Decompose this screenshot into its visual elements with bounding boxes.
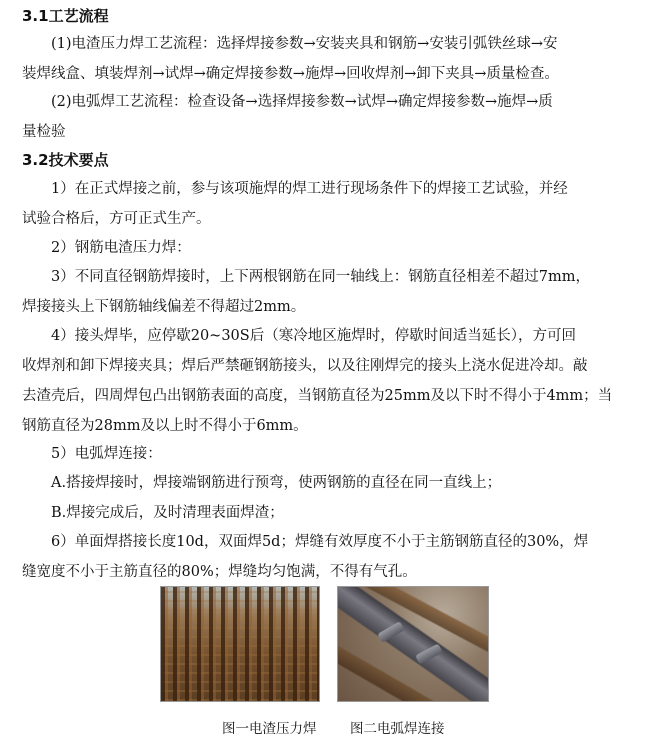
figure-caption-1: 图一电渣压力焊 [222,721,317,737]
paragraph-line: 试验合格后，方可正式生产。 [22,211,211,227]
paragraph-line: 量检验 [22,124,66,140]
paragraph-line: 5）电弧焊连接： [51,446,162,462]
paragraph-point-3 [22,262,642,322]
paragraph-line: 4）接头焊毕，应停歇20~30S后（寒冷地区施焊时，停歇时间适当延长），方可回 [51,328,576,344]
paragraph-line: (1)电渣压力焊工艺流程：选择焊接参数→安装夹具和钢筋→安装引弧铁丝球→安 [51,36,558,52]
paragraph-line: (2)电弧焊工艺流程：检查设备→选择焊接参数→试焊→确定焊接参数→施焊→质 [51,94,553,110]
electroslag-welding-photo [160,586,320,702]
paragraph-point-5a [22,468,642,498]
paragraph-point-2 [22,233,642,263]
paragraph-arc-process [22,87,642,147]
paragraph-electroslag-process [22,29,642,89]
weld-seam-shape [377,621,405,643]
arc-welding-photo [337,586,489,702]
paragraph-line: 2）钢筋电渣压力焊： [51,240,191,256]
paragraph-line: 装焊线盒、填装焊剂→试焊→确定焊接参数→施焊→回收焊剂→卸下夹具→质量检查。 [22,66,559,82]
weld-seam-shape [415,643,443,664]
paragraph-line: 缝宽度不小于主筋直径的80%；焊缝均匀饱满，不得有气孔。 [22,564,417,580]
paragraph-point-4 [22,321,642,441]
paragraph-point-5b [22,498,642,528]
paragraph-line: 3）不同直径钢筋焊接时，上下两根钢筋在同一轴线上：钢筋直径相差不超过7mm， [51,269,590,285]
paragraph-line: B.焊接完成后，及时清理表面焊渣； [51,505,284,521]
paragraph-line: 6）单面焊搭接长度10d，双面焊5d；焊缝有效厚度不小于主筋钢筋直径的30%，焊 [51,534,589,550]
paragraph-point-6 [22,527,642,587]
paragraph-point-5 [22,439,642,469]
paragraph-line: 钢筋直径为28mm及以上时不得小于6mm。 [22,418,308,434]
figure-caption-2: 图二电弧焊连接 [350,721,445,737]
paragraph-line: 1）在正式焊接之前，参与该项施焊的焊工进行现场条件下的焊接工艺试验，并经 [51,181,568,197]
paragraph-line: A.搭接焊接时，焊接端钢筋进行预弯，使两钢筋的直径在同一直线上； [51,475,502,491]
section-heading-process: 3.1工艺流程 [22,7,109,25]
section-heading-technical-points: 3.2技术要点 [22,151,109,169]
paragraph-line: 收焊剂和卸下焊接夹具；焊后严禁砸钢筋接头，以及往刚焊完的接头上浇水促进冷却。敲 [22,358,588,374]
paragraph-line: 去渣壳后，四周焊包凸出钢筋表面的高度，当钢筋直径为25mm及以下时不得小于4mm；当 [22,388,613,404]
paragraph-line: 焊接接头上下钢筋轴线偏差不得超过2mm。 [22,299,306,315]
paragraph-point-1 [22,174,642,234]
